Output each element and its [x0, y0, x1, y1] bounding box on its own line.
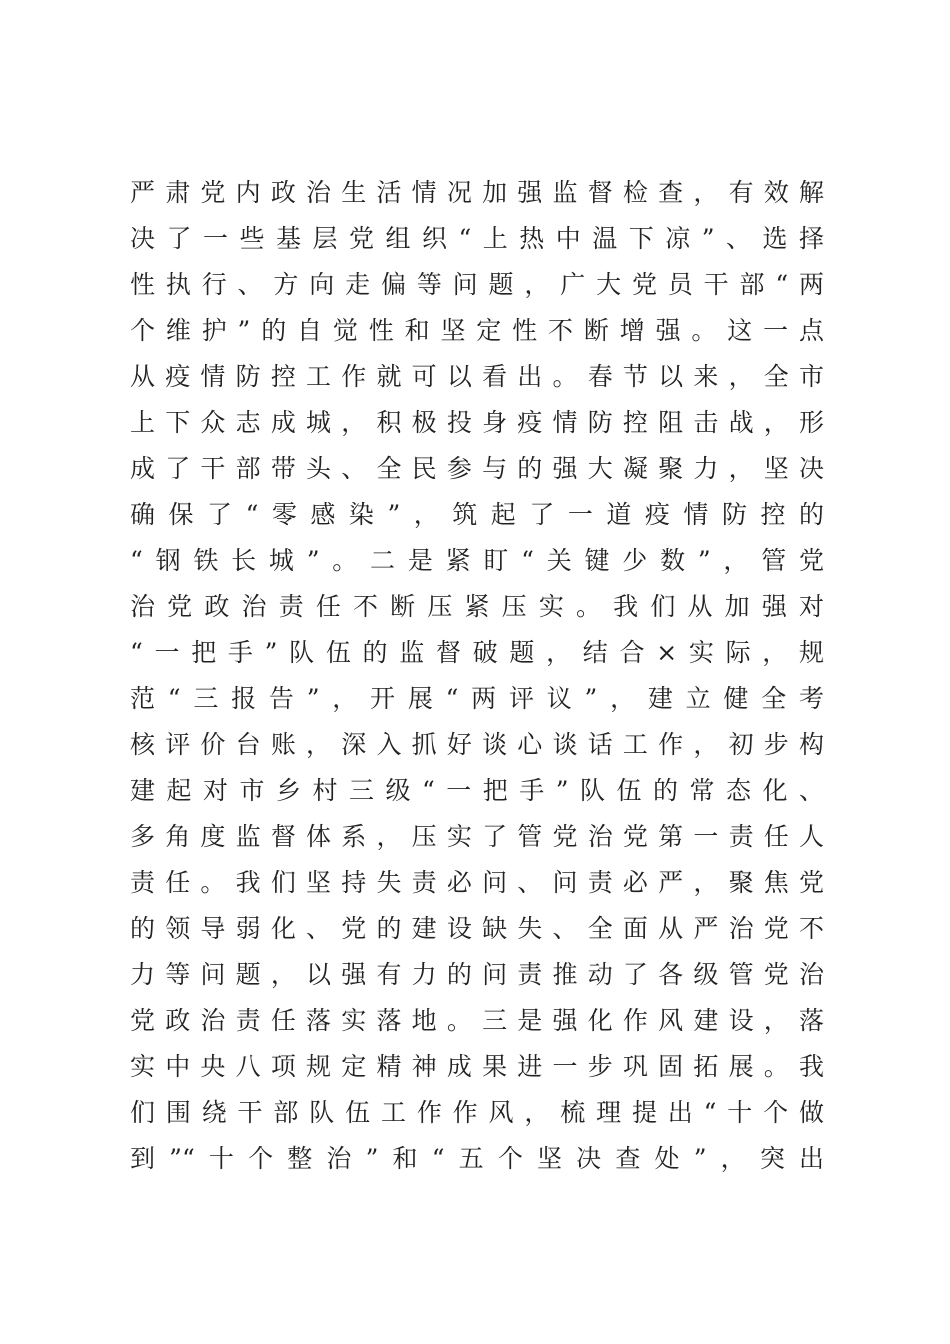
text-line: 性执行、方向走偏等问题，广大党员干部“两 [130, 270, 824, 299]
text-line: 党政治责任落实落地。三是强化作风建设，落 [130, 1006, 824, 1035]
text-line: 们围绕干部队伍工作作风，梳理提出“十个做 [130, 1098, 824, 1127]
text-line: “钢铁长城”。二是紧盯“关键少数”，管党 [130, 546, 824, 575]
text-line: 实中央八项规定精神成果进一步巩固拓展。我 [130, 1052, 824, 1081]
text-line: 成了干部带头、全民参与的强大凝聚力，坚决 [130, 454, 824, 483]
text-line: 的领导弱化、党的建设缺失、全面从严治党不 [130, 914, 824, 943]
text-line: 核评价台账，深入抓好谈心谈话工作，初步构 [130, 730, 824, 759]
text-line: 多角度监督体系，压实了管党治党第一责任人 [130, 822, 824, 851]
text-line: 决了一些基层党组织“上热中温下凉”、选择 [130, 224, 824, 253]
text-line: 上下众志成城，积极投身疫情防控阻击战，形 [130, 408, 824, 437]
text-line: 从疫情防控工作就可以看出。春节以来，全市 [130, 362, 824, 391]
text-line: 范“三报告”，开展“两评议”，建立健全考 [130, 684, 824, 713]
text-line: 建起对市乡村三级“一把手”队伍的常态化、 [130, 776, 824, 805]
body-text [130, 170, 824, 1182]
text-line: 严肃党内政治生活情况加强监督检查，有效解 [130, 178, 824, 207]
text-line: 力等问题，以强有力的问责推动了各级管党治 [130, 960, 824, 989]
text-line: 到”“十个整治”和“五个坚决查处”，突出 [130, 1144, 824, 1173]
text-line: 个维护”的自觉性和坚定性不断增强。这一点 [130, 316, 824, 345]
text-line: 责任。我们坚持失责必问、问责必严，聚焦党 [130, 868, 824, 897]
text-line: 确保了“零感染”，筑起了一道疫情防控的 [130, 500, 824, 529]
text-line: “一把手”队伍的监督破题，结合×实际，规 [130, 638, 824, 667]
text-line: 治党政治责任不断压紧压实。我们从加强对 [130, 592, 824, 621]
